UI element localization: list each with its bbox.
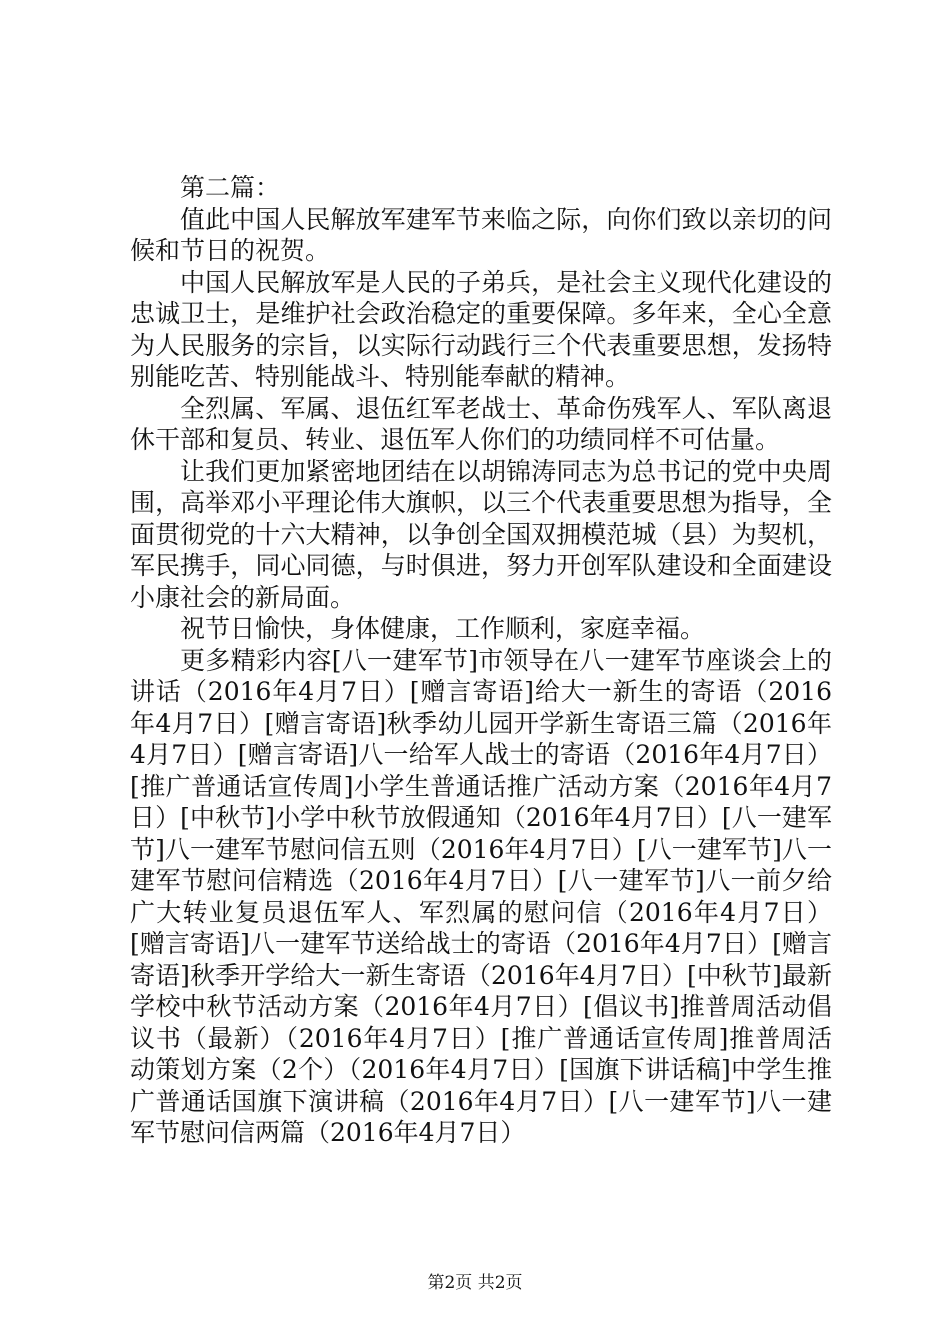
paragraph-greeting: 值此中国人民解放军建军节来临之际，向你们致以亲切的问候和节日的祝贺。 <box>130 204 832 265</box>
page-number-footer: 第2页 共2页 <box>427 1273 523 1293</box>
paragraph-wishes: 祝节日愉快，身体健康，工作顺利，家庭幸福。 <box>180 614 706 643</box>
paragraph-more-content: 更多精彩内容[八一建军节]市领导在八一建军节座谈会上的讲话（2016年4月7日）[赠言寄语]给大一新生的寄语（2016年4月7日）[赠言寄语]秋季幼儿园开学新生寄语三篇（2016年4月7日）[赠言寄语]八一给军人战士的寄语（2016年4月7日）[推广普通话宣传周]小学生普通话推广活动方案（2016年4月7日）[中秋节]小学中秋节放假通知（2016年4月7日）[八一建军节]八一建军节慰问信五则（2016年4月7日）[八一建军节]八一建军节慰问信精选（2016年4月7日）[八一建军节]八一前夕给广大转业复员退伍军人、军烈属的慰问信（2016年4月7日）[赠言寄语]八一建军节送给战士的寄语（2016年4月7日）[赠言寄语]秋季开学给大一新生寄语（2016年4月7日）[中秋节]最新学校中秋节活动方案（2016年4月7日）[倡议书]推普周活动倡议书（最新）（2016年4月7日）[推广普通话宣传周]推普周活动策划方案（2个）（2016年4月7日）[国旗下讲话稿]中学生推广普通话国旗下演讲稿（2016年4月7日）[八一建军节]八一建军节慰问信两篇（2016年4月7日） <box>130 645 832 1147</box>
section-heading: 第二篇： <box>180 173 281 202</box>
paragraph-call-to-unite: 让我们更加紧密地团结在以胡锦涛同志为总书记的党中央周围，高举邓小平理论伟大旗帜，以三个代表重要思想为指导，全面贯彻党的十六大精神，以争创全国双拥模范城（县）为契机，军民携手，同心同德，与时俱进，努力开创军队建设和全面建设小康社会的新局面。 <box>130 456 832 612</box>
paragraph-families: 全烈属、军属、退伍红军老战士、革命伤残军人、军队离退休干部和复员、转业、退伍军人你们的功绩同样不可估量。 <box>130 393 832 454</box>
document-body <box>130 172 832 1149</box>
paragraph-pla-tribute: 中国人民解放军是人民的子弟兵，是社会主义现代化建设的忠诚卫士，是维护社会政治稳定的重要保障。多年来，全心全意为人民服务的宗旨，以实际行动践行三个代表重要思想，发扬特别能吃苦、特别能战斗、特别能奉献的精神。 <box>130 267 832 391</box>
